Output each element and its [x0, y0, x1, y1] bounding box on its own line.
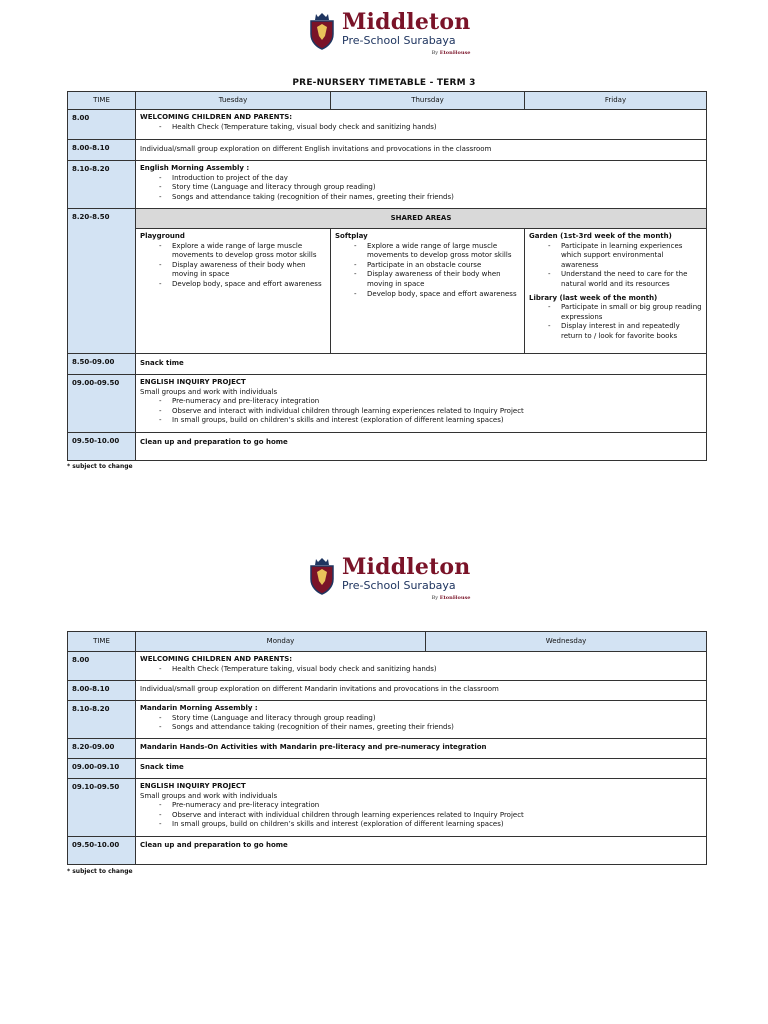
table-row — [68, 701, 707, 739]
table-row — [68, 354, 707, 375]
list-item: - Health Check (Temperature taking, visual body check and sanitizing hands) — [140, 123, 702, 133]
list-item: - Health Check (Temperature taking, visual body check and sanitizing hands) — [140, 665, 702, 675]
list-item: - Songs and attendance taking (recognition of their names, greeting their friends) — [140, 723, 702, 733]
list-item: - Understand the need to care for the natural world and its resources — [529, 270, 702, 289]
playground-cell — [136, 229, 331, 354]
timetable-mandarin — [67, 631, 707, 865]
list-item: - Story time (Language and literacy through group reading) — [140, 714, 702, 724]
list-item: - Pre-numeracy and pre-literacy integration — [140, 801, 702, 811]
time-cell: 8.00-8.10 — [68, 681, 136, 701]
activity-cell: Clean up and preparation to go home — [136, 433, 707, 461]
list-item: - Explore a wide range of large muscle movements to develop gross motor skills — [140, 242, 326, 261]
table-row — [68, 837, 707, 865]
table-row — [68, 140, 707, 161]
school-logo — [308, 555, 470, 602]
list-item: - Display awareness of their body when moving in space — [140, 261, 326, 280]
school-logo — [308, 10, 470, 57]
logo-byline: By EtonHouse — [431, 50, 471, 56]
time-cell: 09.00-09.50 — [68, 375, 136, 433]
subject-to-change-note: * subject to change — [67, 463, 133, 470]
logo-subtitle: Pre-School Surabaya — [342, 34, 456, 47]
list-item: - Story time (Language and literacy through group reading) — [140, 183, 702, 193]
header-time: TIME — [68, 92, 136, 110]
header-wednesday: Wednesday — [426, 632, 707, 652]
timetable-title: PRE-NURSERY TIMETABLE - TERM 3 — [292, 78, 476, 88]
table-row — [68, 161, 707, 209]
time-cell: 8.00 — [68, 652, 136, 681]
list-item: - Display awareness of their body when moving in space — [335, 270, 520, 289]
activity-cell: Individual/small group exploration on different English invitations and provocations in the classroom — [136, 140, 707, 161]
list-item: - Participate in an obstacle course — [335, 261, 520, 271]
activity-heading: Mandarin Morning Assembly : — [140, 704, 258, 712]
table-header-row — [68, 92, 707, 110]
activity-cell — [136, 652, 707, 681]
time-cell: 09.50-10.00 — [68, 433, 136, 461]
list-item: - Explore a wide range of large muscle movements to develop gross motor skills — [335, 242, 520, 261]
list-item: - Songs and attendance taking (recognition of their names, greeting their friends) — [140, 193, 702, 203]
time-cell: 8.10-8.20 — [68, 701, 136, 739]
header-monday: Monday — [136, 632, 426, 652]
table-row — [68, 375, 707, 433]
activity-heading: English Morning Assembly : — [140, 164, 250, 172]
list-item: - Participate in small or big group reading expressions — [529, 303, 702, 322]
activity-subheading: Small groups and work with individuals — [140, 791, 278, 800]
softplay-cell — [331, 229, 525, 354]
time-cell: 09.10-09.50 — [68, 779, 136, 837]
list-item: - Observe and interact with individual children through learning experiences related to Inquiry Project — [140, 407, 702, 417]
shared-areas-banner: SHARED AREAS — [136, 209, 707, 229]
activity-cell: Clean up and preparation to go home — [136, 837, 707, 865]
time-cell: 8.20-09.00 — [68, 739, 136, 759]
table-row — [68, 681, 707, 701]
list-item: - Develop body, space and effort awareness — [140, 280, 326, 290]
activity-cell: Snack time — [136, 354, 707, 375]
header-tuesday: Tuesday — [136, 92, 331, 110]
crest-icon — [308, 12, 336, 50]
activity-cell — [136, 779, 707, 837]
time-cell: 09.00-09.10 — [68, 759, 136, 779]
activity-heading: WELCOMING CHILDREN AND PARENTS: — [140, 113, 293, 121]
activity-heading: Softplay — [335, 232, 368, 240]
activity-cell — [136, 161, 707, 209]
activity-heading: ENGLISH INQUIRY PROJECT — [140, 782, 246, 790]
time-cell: 8.00-8.10 — [68, 140, 136, 161]
logo-name: Middleton — [342, 9, 471, 35]
time-cell: 8.20-8.50 — [68, 209, 136, 354]
activity-heading: WELCOMING CHILDREN AND PARENTS: — [140, 655, 293, 663]
time-cell: 8.50-09.00 — [68, 354, 136, 375]
list-item: - Display interest in and repeatedly return to / look for favorite books — [529, 322, 702, 341]
table-row — [68, 433, 707, 461]
time-cell: 8.00 — [68, 110, 136, 140]
time-cell: 8.10-8.20 — [68, 161, 136, 209]
logo-subtitle: Pre-School Surabaya — [342, 579, 456, 592]
activity-cell — [136, 375, 707, 433]
list-item: - In small groups, build on children’s skills and interest (exploration of different learning spaces) — [140, 416, 702, 426]
list-item: - Observe and interact with individual children through learning experiences related to Inquiry Project — [140, 811, 702, 821]
list-item: - Develop body, space and effort awareness — [335, 290, 520, 300]
activity-heading: ENGLISH INQUIRY PROJECT — [140, 378, 246, 386]
table-row — [68, 759, 707, 779]
subject-to-change-note: * subject to change — [67, 868, 133, 875]
activity-heading: Garden (1st-3rd week of the month) — [529, 232, 672, 240]
header-time: TIME — [68, 632, 136, 652]
table-row — [68, 779, 707, 837]
crest-icon — [308, 557, 336, 595]
table-header-row — [68, 632, 707, 652]
activity-cell — [136, 701, 707, 739]
activity-subheading: Small groups and work with individuals — [140, 387, 278, 396]
activity-cell: Mandarin Hands-On Activities with Mandarin pre-literacy and pre-numeracy integration — [136, 739, 707, 759]
table-row — [68, 652, 707, 681]
activity-heading: Library (last week of the month) — [529, 293, 658, 302]
activity-cell: Snack time — [136, 759, 707, 779]
list-item: - Introduction to project of the day — [140, 174, 702, 184]
garden-library-cell — [525, 229, 707, 354]
table-row — [68, 739, 707, 759]
header-friday: Friday — [525, 92, 707, 110]
timetable-term3 — [67, 91, 707, 461]
time-cell: 09.50-10.00 — [68, 837, 136, 865]
header-thursday: Thursday — [331, 92, 525, 110]
table-row — [68, 229, 707, 354]
activity-cell: Individual/small group exploration on different Mandarin invitations and provocations in the classroom — [136, 681, 707, 701]
activity-heading: Playground — [140, 232, 185, 240]
logo-byline: By EtonHouse — [431, 595, 471, 601]
logo-name: Middleton — [342, 554, 471, 580]
list-item: - In small groups, build on children’s skills and interest (exploration of different learning spaces) — [140, 820, 702, 830]
list-item: - Pre-numeracy and pre-literacy integration — [140, 397, 702, 407]
activity-cell — [136, 110, 707, 140]
table-row — [68, 110, 707, 140]
list-item: - Participate in learning experiences which support environmental awareness — [529, 242, 702, 271]
table-row — [68, 209, 707, 229]
